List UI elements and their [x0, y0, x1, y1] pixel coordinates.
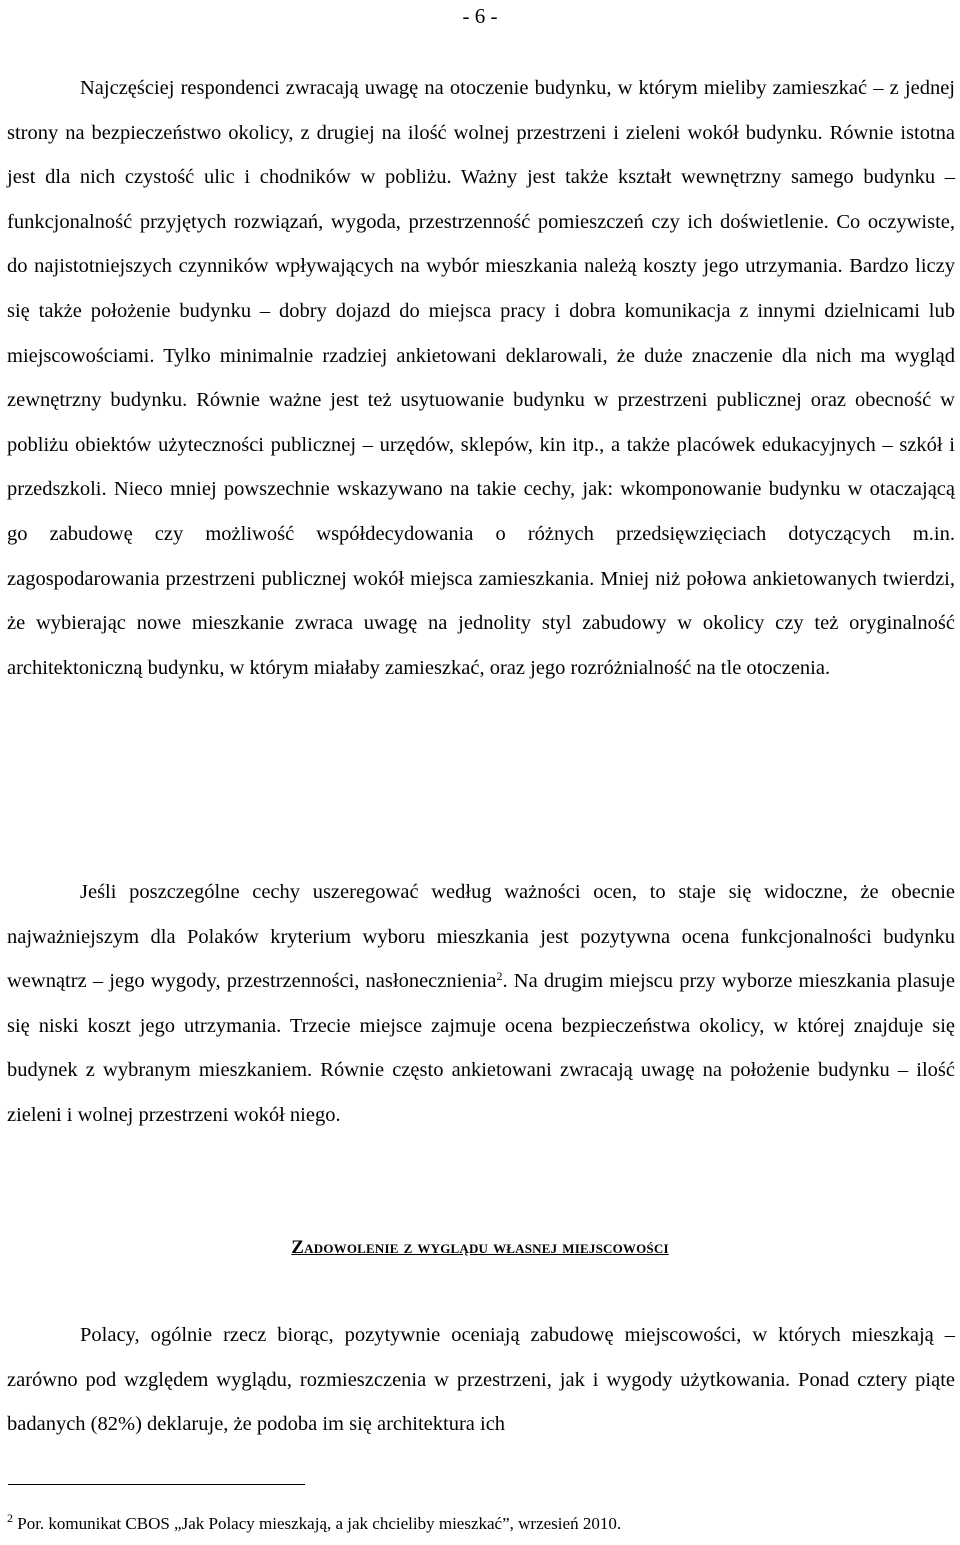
page-number: - 6 - — [462, 4, 498, 28]
paragraph-otoczenie: Najczęściej respondenci zwracają uwagę na otoczenie budynku, w którym mieliby zamieszkać – z jednej strony na bezpieczeństwo okolicy, z drugiej na ilość wolnej przestrzeni i zieleni wokół budynku. Równie istotna jest dla nich czystość ulic i chodników w pobliżu. Ważny jest także kształt wewnętrzny samego budynku – funkcjonalność przyjętych rozwiązań, wygoda, przestrzenność pomieszczeń czy ich doświetlenie. Co oczywiste, do najistotniejszych czynników wpływających na wybór mieszkania należą koszty jego utrzymania. Bardzo liczy się także położenie budynku – dobry dojazd do miejsca pracy i dobra komunikacja z innymi dzielnicami lub miejscowościami. Tylko minimalnie rzadziej ankietowani deklarowali, że duże znaczenie dla nich ma wygląd zewnętrzny budynku. Równie ważne jest też usytuowanie budynku w przestrzeni publicznej oraz obecność w pobliżu obiektów użyteczności publicznej – urzędów, sklepów, kin itp., a także placówek edukacyjnych – szkół i przedszkoli. Nieco mniej powszechnie wskazywano na takie cechy, jak: wkomponowanie budynku w otaczającą go zabudowę czy możliwość współdecydowania o różnych przedsięwzięciach dotyczących m.in. zagospodarowania przestrzeni publicznej wokół miejsca zamieszkania. Mniej niż połowa ankietowanych twierdzi, że wybierając nowe mieszkanie zwraca uwagę na jednolity styl zabudowy w okolicy czy też oryginalność architektoniczną budynku, w którym miałaby zamieszkać, oraz jego rozróżnialność na tle otoczenia. — [7, 77, 955, 679]
footnote-marker: 2 — [7, 1511, 13, 1525]
paragraph-ocena-zabudowy: Polacy, ogólnie rzecz biorąc, pozytywnie oceniają zabudowę miejscowości, w których mieszkają – zarówno pod względem wyglądu, rozmieszczenia w przestrzeni, jak i wygody użytkowania. Ponad cztery piąte badanych (82%) deklaruje, że podoba im się architektura ich — [7, 1324, 955, 1436]
paragraph-ranking-cech — [7, 870, 955, 1138]
paragraph-ranking-text-start: Jeśli poszczególne cechy uszeregować według ważności ocen, to staje się widoczne, że obecnie najważniejszym dla Polaków kryterium wyboru mieszkania jest pozytywna ocena funkcjonalności budynku wewnątrz – jego wygody, przestrzenności, nasłonecznienia — [7, 881, 955, 993]
footnote-reference: 2 — [496, 969, 503, 984]
paragraph-ranking-text-end: . Na drugim miejscu przy wyborze mieszkania plasuje się niski koszt jego utrzymania. Trzecie miejsce zajmuje ocena bezpieczeństwa okolicy, w której znajduje się budynek z wybranym mieszkaniem. Równie często ankietowani zwracają uwagę na położenie budynku – ilość zieleni i wolnej przestrzeni wokół niego. — [7, 970, 955, 1126]
footnote — [7, 1511, 622, 1534]
section-heading: Zadowolenie z wyglądu własnej miejscowości — [291, 1237, 669, 1258]
footnote-separator — [8, 1484, 305, 1485]
footnote-text: Por. komunikat CBOS „Jak Polacy mieszkają, a jak chcieliby mieszkać”, wrzesień 2010. — [13, 1514, 622, 1533]
